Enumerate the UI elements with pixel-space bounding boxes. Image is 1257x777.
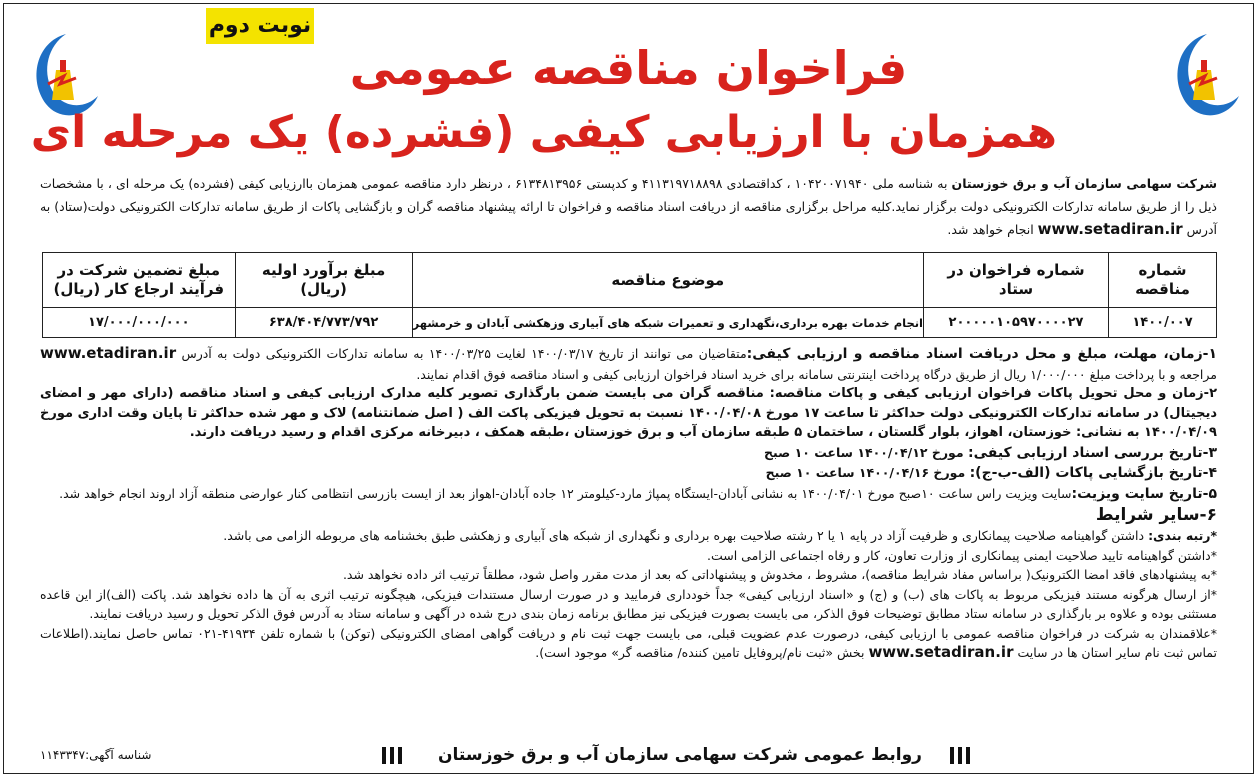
table-row: [43, 308, 1217, 338]
section-text: سایت ویزیت راس ساعت ۱۰صبح مورخ ۱۴۰۰/۰۴/۰۱ به نشانی آبادان-ایستگاه پمپاژ مارد-کیلومتر ۱۲ جاده آبادان-اهواز بعد از ایست بازرسی انتظامی کنار عوارضی منطقه آزاد اروند انجام خواهد شد.: [59, 485, 1072, 501]
page-subtitle: همزمان با ارزیابی کیفی (فشرده) یک مرحله ای: [30, 107, 1057, 158]
conditions-body: [40, 344, 1217, 663]
footer-bar: [390, 747, 394, 764]
table-cell: ۲۰۰۰۰۰۱۰۵۹۷۰۰۰۰۲۷: [924, 308, 1109, 338]
column-header: مبلغ برآورد اولیه (ریال): [235, 253, 412, 308]
list-item: *به پیشنهادهای فاقد امضا الکترونیک( براساس مفاد شرایط مناقصه)، مشروط ، مخدوش و پیشنهاداتی که بعد از مدت مقرر واصل شود، مطلقاً ترتیب اثر داده نخواهد شد.: [342, 567, 1217, 582]
table-header-row: [43, 253, 1217, 308]
list-item: *از ارسال هرگونه مستند فیزیکی مربوط به پاکات های (ب) و (ج) و «اسناد ارزیابی کیفی» جداً خودداری فرمایید و در صورت ارسال مستندات فیزیکی، هیچگونه ترتیب اثری به آن ها داده نخواهد شد. پاکت (الف)از این قاعده مستثنی بوده و علاوه بر بارگذاری در سامانه ستاد مطابق توضیحات فوق الذکر، می بایست بصورت فیزیکی نیز مطابق برنامه زمان بندی درج شده در آگهی و سامانه ستاد به آدرس فوق الذکر تحویل و رسید دریافت نمایند.: [40, 586, 1217, 621]
section-heading: ۴-تاریخ بازگشایی پاکات (الف-ب-ج):: [969, 465, 1217, 481]
footer-bar: [958, 747, 962, 764]
intro-tail: انجام خواهد شد.: [947, 222, 1038, 237]
table-cell: ۱۴۰۰/۰۰۷: [1109, 308, 1217, 338]
section-text: متقاضیان می توانند از تاریخ ۱۴۰۰/۰۳/۱۷ لغایت ۱۴۰۰/۰۳/۲۵ به سامانه تدارکات الکترونیکی دولت به آدرس: [176, 346, 747, 361]
bullet-text: *علاقمندان به شرکت در فراخوان مناقصه عمومی با ارزیابی کیفی، درصورت عدم عضویت قبلی، می بایست جهت ثبت نام و دریافت گواهی امضای الکترونیکی (توکن) با شماره تلفن ۴۱۹۳۴-۰۲۱ تماس حاصل نمایند.(اطلاعات تماس ثبت نام سایر استان ها در سایت: [40, 625, 1218, 660]
page-title: فراخوان مناقصه عمومی: [349, 41, 908, 95]
footer-bar: [398, 747, 402, 764]
section-heading: ۵-تاریخ سایت ویزیت:: [1071, 485, 1217, 502]
footer-bar: [950, 747, 954, 764]
footer: [0, 742, 1257, 768]
setad-link[interactable]: www.setadiran.ir: [868, 643, 1014, 661]
section-heading: ۳-تاریخ بررسی اسناد ارزیابی کیفی:: [967, 444, 1217, 461]
bullet-text: بخش «ثبت نام/پروفایل تامین کننده/ مناقصه گر» موجود است).: [535, 645, 869, 660]
tender-table: [42, 252, 1217, 338]
second-publication-badge: نوبت دوم: [206, 8, 314, 44]
section-1: [40, 344, 1217, 384]
company-name: شرکت سهامی سازمان آب و برق خوزستان: [951, 176, 1217, 191]
section-2: ۲-زمان و محل تحویل پاکات فراخوان ارزیابی کیفی و پاکات مناقصه: مناقصه گران می بایست ضمن بارگذاری تصویر کلیه مدارک ارزیابی کیفی و اسناد مناقصه (دارای مهر و امضای دیجیتال) در سامانه تدارکات الکترونیکی دولت حداکثر تا ساعت ۱۷ مورخ ۱۴۰۰/۰۴/۰۸ نسبت به تحویل فیزیکی پاکت الف ( اصل ضمانتنامه) لاک و مهر شده حداکثر تا پایان وقت اداری مورخ ۱۴۰۰/۰۴/۰۹ به نشانی: خوزستان، اهواز، بلوار گلستان ، ساختمان ۵ طبقه سازمان آب و برق خوزستان ،طبقه همکف ، دبیرخانه مرکزی اقدام و رسید دریافت دارند.: [40, 386, 1218, 440]
column-header: شماره فراخوان در ستاد: [924, 253, 1109, 308]
setad-link[interactable]: www.setadiran.ir: [1037, 220, 1183, 238]
table-cell: ۱۷/۰۰۰/۰۰۰/۰۰۰: [43, 308, 236, 338]
table-cell: انجام خدمات بهره برداری،نگهداری و تعمیرات شبکه های آبیاری وزهکشی آبادان و خرمشهر: [412, 308, 923, 338]
etadiran-link[interactable]: www.etadiran.ir: [40, 344, 177, 362]
column-header: مبلغ تضمین شرکت در فرآیند ارجاع کار (ریال): [43, 253, 236, 308]
organization-logo-icon: [1167, 30, 1241, 122]
footer-text: روابط عمومی شرکت سهامی سازمان آب و برق خوزستان: [438, 745, 922, 765]
ad-id: شناسه آگهی:۱۱۴۳۳۴۷: [40, 748, 152, 762]
intro-text: به شناسه ملی ۱۰۴۲۰۰۷۱۹۴۰ ، کداقتصادی ۴۱۱۳۱۹۷۱۸۸۹۸ و کدپستی ۶۱۳۴۸۱۳۹۵۶ ، درنظر دارد مناقصه عمومی همزمان باارزیابی کیفی (فشرده) یک مرحله ای ، با مشخصات ذیل را از طریق سامانه تدارکات الکترونیکی دولت برگزار نماید.کلیه مراحل برگزاری مناقصه از دریافت اسناد مناقصه و فراخوان تا ارائه پیشنهاد مناقصه گران و بازگشایی پاکات از طریق سامانه تدارکات الکترونیکی دولت(ستاد) به آدرس: [40, 176, 1217, 237]
list-item: [40, 526, 1217, 546]
footer-bar: [382, 747, 386, 764]
section-6-heading: ۶-سایر شرایط: [1095, 505, 1217, 525]
section-3: [40, 443, 1217, 464]
section-text: مورخ ۱۴۰۰/۰۴/۱۲ ساعت ۱۰ صبح: [764, 444, 968, 460]
column-header: موضوع مناقصه: [412, 253, 923, 308]
intro-paragraph: [40, 172, 1217, 241]
section-heading: ۱-زمان، مهلت، مبلغ و محل دریافت اسناد مناقصه و ارزیابی کیفی:: [746, 346, 1217, 362]
footer-bar: [966, 747, 970, 764]
table-cell: ۶۳۸/۴۰۴/۷۷۳/۷۹۲: [235, 308, 412, 338]
section-text: مراجعه و با پرداخت مبلغ ۱/۰۰۰/۰۰۰ ریال از طریق درگاه پرداخت اینترنتی سامانه برای خرید اسناد فراخوان ارزیابی کیفی و اسناد مناقصه فوق اقدام نمایند.: [416, 366, 1217, 382]
column-header: شماره مناقصه: [1109, 253, 1217, 308]
list-item: [40, 624, 1217, 663]
bullet-text: داشتن گواهینامه صلاحیت پیمانکاری و ظرفیت آزاد در پایه ۱ یا ۲ رشته صلاحیت بهره برداری و نگهداری از شبکه های آبیاری و زهکشی طبق بخشنامه های مربوطه الزامی می باشد.: [223, 528, 1149, 543]
list-item: *داشتن گواهینامه تایید صلاحیت ایمنی پیمانکاری از وزارت تعاون، کار و رفاه اجتماعی الزامی است.: [707, 547, 1217, 563]
bullet-heading: *رتبه بندی:: [1148, 528, 1217, 543]
section-4: [40, 463, 1217, 484]
section-5: [40, 484, 1217, 505]
section-text: مورخ ۱۴۰۰/۰۴/۱۶ ساعت ۱۰ صبح: [765, 465, 970, 480]
